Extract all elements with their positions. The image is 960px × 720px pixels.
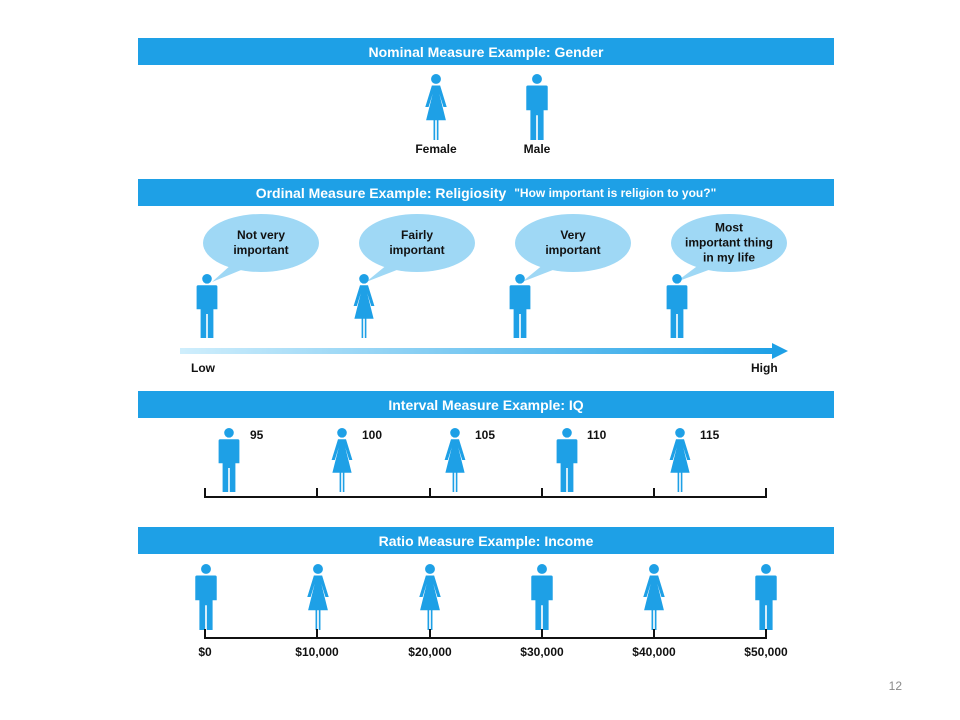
axis-tick <box>204 488 206 498</box>
male-icon <box>192 564 220 630</box>
female-icon <box>422 74 450 140</box>
male-icon <box>663 274 691 338</box>
axis-tick <box>541 629 543 639</box>
income-value: $20,000 <box>408 645 452 659</box>
income-value: $0 <box>198 645 212 659</box>
female-icon <box>441 428 469 492</box>
bubble-2-text: Fairly important <box>389 228 445 257</box>
low-label: Low <box>191 361 215 375</box>
female-label: Female <box>415 142 457 156</box>
male-icon <box>752 564 780 630</box>
ratio-axis <box>204 637 767 639</box>
income-value: $30,000 <box>520 645 564 659</box>
female-icon <box>640 564 668 630</box>
axis-tick <box>765 488 767 498</box>
bubble-1-text: Not very important <box>233 228 289 257</box>
ratio-title: Ratio Measure Example: Income <box>378 532 594 549</box>
female-icon <box>350 274 378 338</box>
income-value: $10,000 <box>295 645 339 659</box>
axis-tick <box>653 629 655 639</box>
axis-tick <box>204 629 206 639</box>
female-icon <box>666 428 694 492</box>
male-icon <box>553 428 581 492</box>
axis-tick <box>316 629 318 639</box>
interval-axis <box>204 496 767 498</box>
iq-value: 100 <box>362 428 383 442</box>
male-icon <box>215 428 243 492</box>
female-icon <box>304 564 332 630</box>
male-icon <box>528 564 556 630</box>
male-icon <box>193 274 221 338</box>
male-icon <box>523 74 551 140</box>
iq-value: 95 <box>250 428 264 442</box>
ratio-header <box>138 527 834 554</box>
low-high-arrow <box>180 342 792 360</box>
axis-tick <box>765 629 767 639</box>
axis-tick <box>429 629 431 639</box>
income-value: $50,000 <box>744 645 788 659</box>
nominal-title: Nominal Measure Example: Gender <box>368 43 604 60</box>
axis-tick <box>653 488 655 498</box>
bubble-4-text: Most important thing in my life <box>685 220 773 265</box>
iq-value: 110 <box>587 428 607 442</box>
axis-tick <box>541 488 543 498</box>
female-icon <box>328 428 356 492</box>
interval-title: Interval Measure Example: IQ <box>388 396 584 413</box>
iq-value: 115 <box>700 428 720 442</box>
male-icon <box>506 274 534 338</box>
high-label: High <box>751 361 778 375</box>
axis-tick <box>316 488 318 498</box>
male-label: Male <box>523 142 551 156</box>
income-value: $40,000 <box>632 645 676 659</box>
speech-bubbles <box>0 210 960 290</box>
axis-tick <box>429 488 431 498</box>
bubble-3-text: Very important <box>545 228 601 257</box>
female-icon <box>416 564 444 630</box>
page-number: 12 <box>888 679 902 693</box>
iq-value: 105 <box>475 428 496 442</box>
ordinal-question: "How important is religion to you?" <box>514 185 717 200</box>
nominal-header <box>138 38 834 65</box>
interval-header <box>138 391 834 418</box>
ordinal-header <box>138 179 834 206</box>
ordinal-title: Ordinal Measure Example: Religiosity <box>255 184 507 201</box>
